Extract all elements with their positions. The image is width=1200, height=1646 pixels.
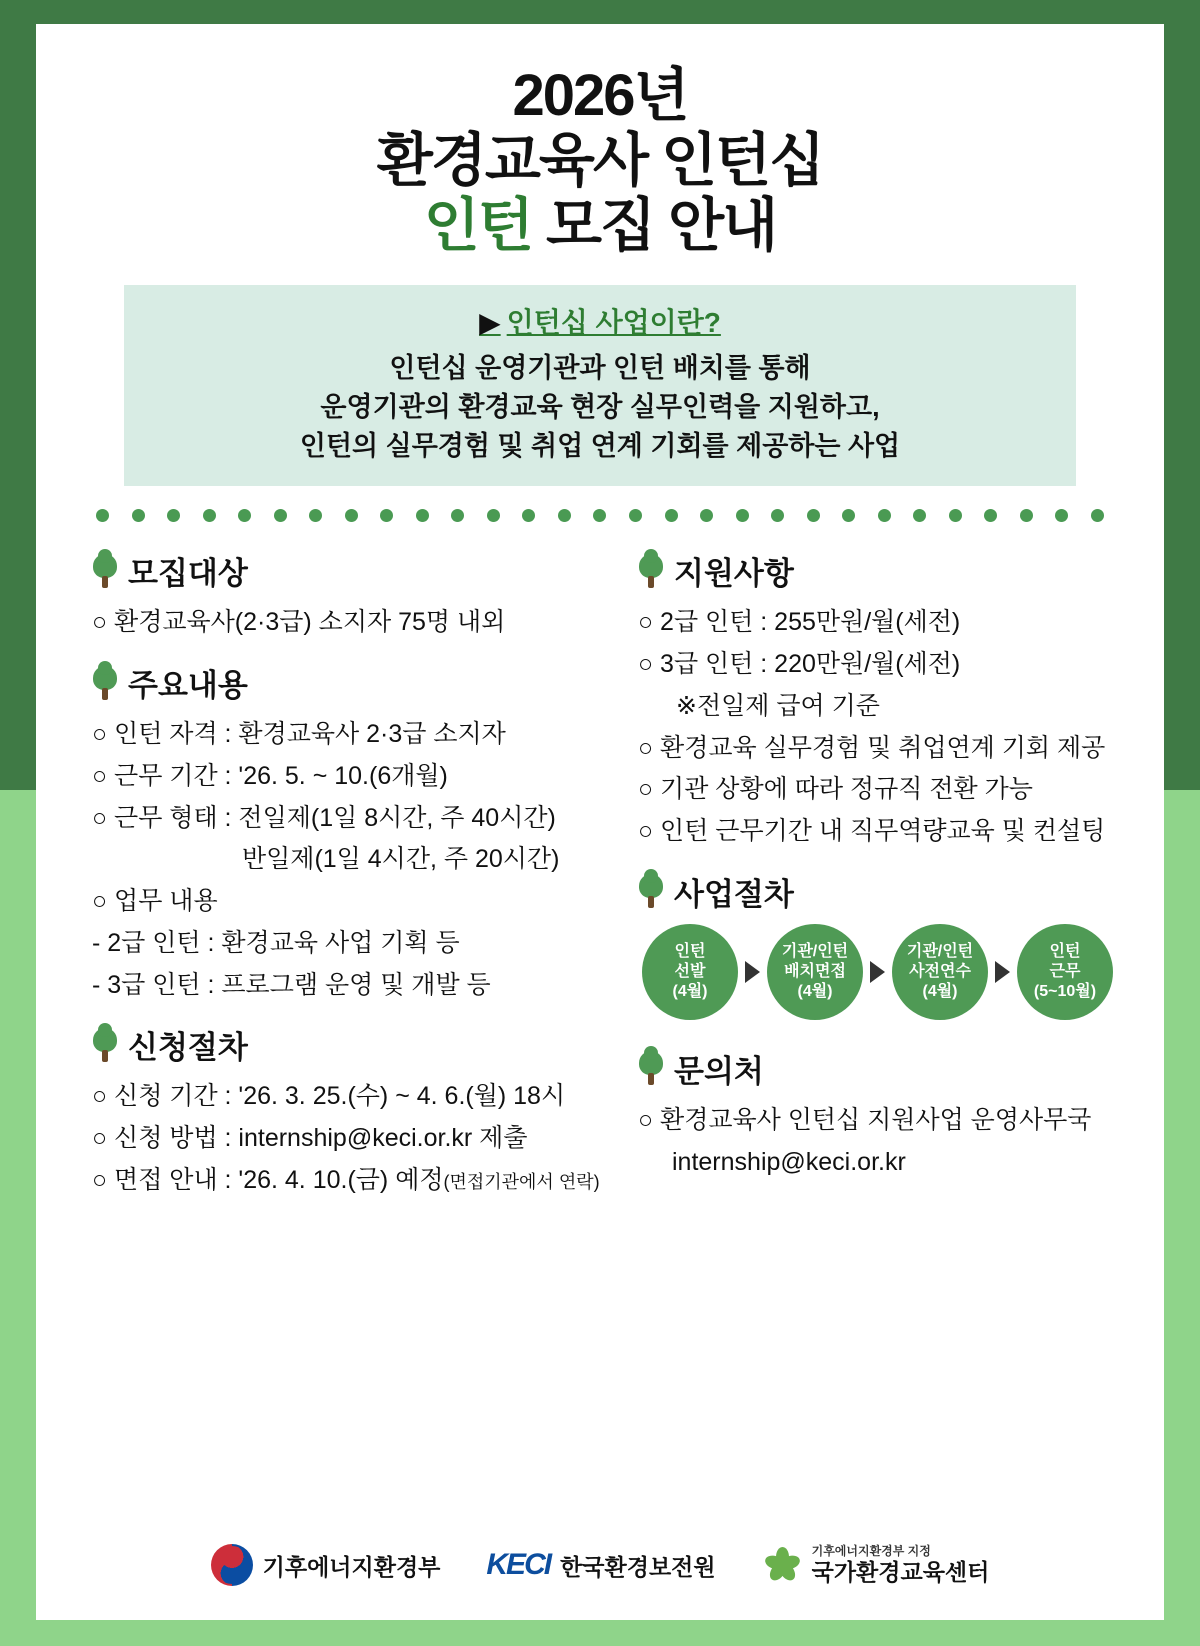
poster-sheet <box>36 24 1164 1620</box>
process-node-line1: 기관/인턴 <box>906 942 974 960</box>
process-node <box>767 924 863 1020</box>
flower-icon <box>762 1545 802 1585</box>
section-heading-text: 사업절차 <box>674 876 794 912</box>
logo-keci <box>486 1548 715 1582</box>
tree-icon <box>638 874 664 908</box>
section-heading <box>638 869 1113 914</box>
list-item: - 3급 인턴 : 프로그램 운영 및 개발 등 <box>92 970 491 999</box>
divider-dot <box>96 509 109 522</box>
interview-text: ○ 면접 안내 : '26. 4. 10.(금) 예정 <box>92 1165 444 1194</box>
arrow-right-icon <box>745 961 760 983</box>
divider-dot <box>522 509 535 522</box>
process-node <box>1017 924 1113 1020</box>
keci-icon: KECI <box>486 1548 551 1581</box>
title-line-3-rest: 모집 안내 <box>531 192 777 258</box>
tree-icon <box>92 1028 118 1062</box>
contact-email: internship@keci.or.kr <box>672 1147 906 1176</box>
divider-dot <box>878 509 891 522</box>
process-node-line2: 사전연수 <box>909 962 971 980</box>
process-node-line3: (4월) <box>922 982 958 1000</box>
list-item: - 2급 인턴 : 환경교육 사업 기획 등 <box>92 928 460 957</box>
divider-dot <box>451 509 464 522</box>
intro-line: 인턴십 운영기관과 인턴 배치를 통해 <box>389 352 811 383</box>
list-item: ○ 환경교육사 인턴십 지원사업 운영사무국 <box>638 1105 1092 1134</box>
section-main-content <box>92 660 578 1004</box>
footer-logos <box>36 1544 1164 1586</box>
process-node <box>642 924 738 1020</box>
section-recruit-target <box>92 548 578 642</box>
list-item: ○ 환경교육 실무경험 및 취업연계 기회 제공 <box>638 733 1106 762</box>
intro-heading-text: 인턴십 사업이란? <box>506 306 721 338</box>
process-flow <box>638 924 1113 1020</box>
divider-dot <box>736 509 749 522</box>
title-line-2: 환경교육사 인턴십 <box>376 127 824 193</box>
process-node-line3: (4월) <box>672 982 708 1000</box>
list-item: ○ 근무 형태 : 전일제(1일 8시간, 주 40시간) <box>92 803 556 832</box>
divider-dot <box>984 509 997 522</box>
taegeuk-icon <box>211 1544 253 1586</box>
left-column <box>92 548 604 1362</box>
intro-box <box>124 285 1076 486</box>
section-process <box>638 869 1113 1020</box>
divider-dot <box>416 509 429 522</box>
divider-dot <box>380 509 393 522</box>
process-node-line1: 인턴 <box>674 942 706 960</box>
divider-dot <box>309 509 322 522</box>
list-item: ○ 인턴 근무기간 내 직무역량교육 및 컨설팅 <box>638 817 1106 846</box>
title-line-3 <box>36 194 1164 259</box>
right-column <box>604 548 1113 1362</box>
list-item <box>92 1161 600 1200</box>
list-item: ○ 근무 기간 : '26. 5. ~ 10.(6개월) <box>92 761 448 790</box>
divider-dot <box>842 509 855 522</box>
dotted-divider <box>96 508 1104 522</box>
divider-dot <box>274 509 287 522</box>
content-columns <box>36 548 1164 1362</box>
logo-center <box>762 1545 990 1585</box>
list-item: ○ 인턴 자격 : 환경교육사 2·3급 소지자 <box>92 720 506 749</box>
list-item: ○ 신청 기간 : '26. 3. 25.(수) ~ 4. 6.(월) 18시 <box>92 1082 566 1111</box>
logo-center-label: 국가환경교육센터 <box>811 1558 990 1585</box>
list-item: 반일제(1일 4시간, 주 20시간) <box>242 845 560 874</box>
intro-line: 운영기관의 환경교육 현장 실무인력을 지원하고, <box>320 392 880 422</box>
list-item: ○ 2급 인턴 : 255만원/월(세전) <box>638 608 961 637</box>
list-item: ○ 업무 내용 <box>92 887 218 916</box>
list-item: ※전일제 급여 기준 <box>676 691 880 720</box>
divider-dot <box>1055 509 1068 522</box>
tree-icon <box>92 666 118 700</box>
divider-dot <box>1020 509 1033 522</box>
process-node-line3: (5~10월) <box>1033 982 1097 1000</box>
divider-dot <box>167 509 180 522</box>
divider-dot <box>771 509 784 522</box>
divider-dot <box>665 509 678 522</box>
section-application <box>92 1022 600 1199</box>
intro-heading <box>134 301 1066 341</box>
process-node <box>892 924 988 1020</box>
process-node-line1: 인턴 <box>1049 942 1081 960</box>
section-heading <box>92 548 578 593</box>
section-heading-text: 지원사항 <box>674 556 794 592</box>
section-heading-text: 신청절차 <box>128 1030 248 1066</box>
divider-dot <box>1091 509 1104 522</box>
logo-ministry-label: 기후에너지환경부 <box>262 1553 441 1580</box>
divider-dot <box>345 509 358 522</box>
section-heading-text: 문의처 <box>674 1053 764 1089</box>
section-heading <box>638 1046 1113 1091</box>
divider-dot <box>238 509 251 522</box>
divider-dot <box>558 509 571 522</box>
logo-keci-label: 한국환경보전원 <box>560 1553 716 1580</box>
divider-dot <box>487 509 500 522</box>
section-heading <box>92 660 578 705</box>
divider-dot <box>203 509 216 522</box>
tree-icon <box>638 554 664 588</box>
triangle-icon: ▶ <box>479 306 501 338</box>
divider-dot <box>593 509 606 522</box>
list-item: ○ 환경교육사(2·3급) 소지자 75명 내외 <box>92 608 506 637</box>
section-heading <box>638 548 1113 593</box>
process-node-line2: 배치면접 <box>784 962 846 980</box>
intro-line: 인턴의 실무경험 및 취업 연계 기회를 제공하는 사업 <box>299 431 901 462</box>
divider-dot <box>807 509 820 522</box>
process-node-line2: 근무 <box>1049 962 1081 980</box>
arrow-right-icon <box>870 961 885 983</box>
interview-note: (면접기관에서 연락) <box>443 1171 600 1192</box>
tree-icon <box>638 1051 664 1085</box>
divider-dot <box>629 509 642 522</box>
list-item: ○ 3급 인턴 : 220만원/월(세전) <box>638 650 961 679</box>
section-heading <box>92 1022 578 1067</box>
title-highlight: 인턴 <box>423 192 532 258</box>
section-heading-text: 모집대상 <box>128 556 248 592</box>
title-line-1: 2026년 <box>512 63 688 128</box>
list-item: ○ 기관 상황에 따라 정규직 전환 가능 <box>638 775 1033 804</box>
arrow-right-icon <box>995 961 1010 983</box>
divider-dot <box>913 509 926 522</box>
divider-dot <box>949 509 962 522</box>
process-node-line2: 선발 <box>674 962 706 980</box>
process-node-line1: 기관/인턴 <box>781 942 849 960</box>
tree-icon <box>92 554 118 588</box>
logo-center-sublabel: 기후에너지환경부 지정 <box>811 1543 931 1558</box>
section-contact <box>638 1046 1113 1182</box>
list-item: ○ 신청 방법 : internship@keci.or.kr 제출 <box>92 1124 528 1153</box>
section-support <box>638 548 1113 851</box>
logo-ministry <box>211 1544 441 1586</box>
divider-dot <box>132 509 145 522</box>
section-heading-text: 주요내용 <box>128 668 248 704</box>
process-node-line3: (4월) <box>797 982 833 1000</box>
page-title <box>36 24 1164 259</box>
divider-dot <box>700 509 713 522</box>
logo-center-stack <box>812 1545 990 1585</box>
